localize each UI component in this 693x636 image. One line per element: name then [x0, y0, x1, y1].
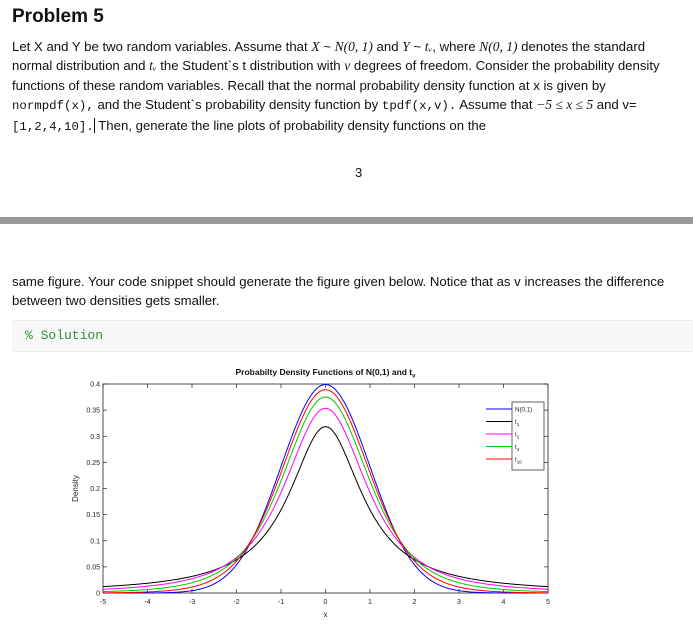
- math-sim: ~: [409, 39, 425, 54]
- legend-label-subscript: 2: [516, 434, 520, 440]
- legend-label: $t_1$: [515, 418, 520, 427]
- x-tick-label: -1: [277, 599, 285, 606]
- math-x: X: [311, 39, 320, 54]
- x-tick-label: 2: [412, 599, 417, 606]
- x-tick-label: -2: [233, 599, 240, 606]
- x-tick-label: 0: [323, 599, 328, 606]
- code-v-vector: [1,2,4,10].: [12, 120, 94, 135]
- x-axis-label: x: [323, 610, 328, 619]
- x-tick-label: -5: [99, 599, 107, 606]
- text-run: , where: [432, 39, 480, 54]
- text-run: and v=: [593, 96, 637, 112]
- text-run: degrees of freedom. Consider the probability density functions of these random variables. Recall that the normal probability density function at x is given by: [12, 58, 660, 93]
- math-t: tᵥ: [424, 39, 433, 54]
- legend-label-subscript: 4: [516, 446, 520, 452]
- text-run: the Student`s t distribution with: [156, 58, 345, 74]
- y-tick-label: 0: [96, 590, 100, 598]
- legend-label: $t_4$: [515, 443, 520, 452]
- legend-label: $t_{10}$: [515, 456, 522, 465]
- x-tick-label: 4: [501, 599, 506, 606]
- x-tick-label: -3: [188, 599, 196, 606]
- x-tick-label: -4: [144, 599, 151, 606]
- y-tick-label: 0.35: [86, 407, 100, 415]
- text-run: Let X and Y be two random variables. Assume that: [12, 39, 312, 54]
- x-tick-label: 5: [546, 599, 550, 606]
- x-tick-label: 1: [368, 599, 372, 606]
- text-run: Then, generate the line plots of probability density functions on the: [94, 118, 487, 134]
- y-tick-label: 0.1: [90, 538, 100, 546]
- solution-comment: % Solution: [25, 328, 104, 343]
- legend-label: $t_2$: [515, 431, 520, 440]
- problem-title: Problem 5: [12, 6, 104, 27]
- math-normal: N(0, 1): [334, 39, 373, 54]
- problem-statement-continued: same figure. Your code snippet should generate the figure given below. Notice that as v increases the difference between two densities gets smaller.: [12, 274, 665, 309]
- legend-label-subscript: 1: [516, 421, 520, 427]
- math-sim: ~: [319, 39, 335, 54]
- y-tick-label: 0.15: [86, 512, 100, 520]
- y-tick-label: 0.05: [86, 564, 100, 572]
- y-axis-label: Density: [71, 475, 80, 502]
- text-run: and: [372, 39, 403, 54]
- legend-label-subscript: 10: [516, 459, 522, 465]
- plot-area: [103, 384, 548, 593]
- chart-title-subscript: v: [412, 373, 416, 380]
- text-run: denotes the standard normal distribution and: [12, 39, 646, 74]
- x-tick-label: 3: [457, 599, 461, 606]
- math-normal: N(0, 1): [479, 39, 518, 54]
- text-run: Assume that: [456, 96, 537, 112]
- math-range: −5 ≤ x ≤ 5: [536, 96, 594, 112]
- y-tick-label: 0.25: [86, 459, 100, 467]
- y-tick-label: 0.2: [90, 486, 100, 493]
- page-number: 3: [355, 165, 363, 180]
- chart-title: Probabilty Density Functions of N(0,1) and $t_v$: [235, 367, 416, 380]
- y-tick-label: 0.3: [90, 433, 100, 441]
- code-normpdf: normpdf(x),: [12, 98, 94, 113]
- legend-label: N(0,1): [515, 406, 533, 414]
- math-t: tᵥ: [149, 58, 157, 74]
- math-y: Y: [402, 39, 410, 54]
- math-v: v: [344, 58, 351, 74]
- text-run: and the Student`s probability density function by: [93, 96, 382, 112]
- y-tick-label: 0.4: [90, 381, 100, 389]
- code-tpdf: tpdf(x,v).: [381, 98, 457, 113]
